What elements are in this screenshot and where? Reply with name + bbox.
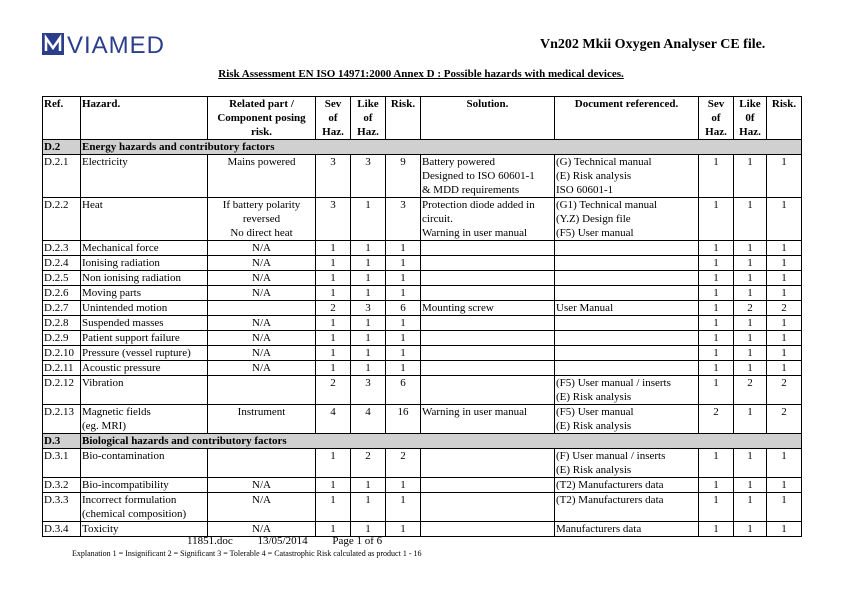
cell-hazard: Heat — [81, 198, 208, 241]
cell-risk: 1 — [386, 331, 421, 346]
table-row — [43, 522, 802, 537]
cell-residual-severity: 1 — [699, 331, 734, 346]
cell-document: (T2) Manufacturers data — [555, 478, 699, 493]
viamed-logo — [42, 32, 182, 56]
footer-explanation: Explanation 1 = Insignificant 2 = Significant 3 = Tolerable 4 = Catastrophic Risk calculated as product 1 - 16 — [72, 549, 422, 558]
cell-document: (G) Technical manual (E) Risk analysis ISO 60601-1 — [555, 155, 699, 198]
cell-risk: 6 — [386, 301, 421, 316]
table-row — [43, 376, 802, 405]
cell-related-part: Mains powered — [208, 155, 316, 198]
table-row — [43, 449, 802, 478]
cell-risk: 6 — [386, 376, 421, 405]
cell-hazard: Bio-incompatibility — [81, 478, 208, 493]
cell-risk: 1 — [386, 522, 421, 537]
cell-severity: 4 — [316, 405, 351, 434]
cell-hazard: Non ionising radiation — [81, 271, 208, 286]
footer-date: 13/05/2014 — [257, 535, 308, 547]
cell-solution — [421, 271, 555, 286]
cell-related-part: Instrument — [208, 405, 316, 434]
cell-severity: 1 — [316, 361, 351, 376]
cell-ref: D.3.2 — [43, 478, 81, 493]
cell-risk: 1 — [386, 478, 421, 493]
cell-ref: D.3.3 — [43, 493, 81, 522]
cell-document — [555, 331, 699, 346]
cell-risk: 1 — [386, 361, 421, 376]
table-row — [43, 271, 802, 286]
cell-ref: D.2.4 — [43, 256, 81, 271]
cell-document — [555, 286, 699, 301]
risk-assessment-table — [42, 96, 802, 537]
table-row — [43, 346, 802, 361]
cell-residual-risk: 1 — [767, 493, 802, 522]
cell-document: (F5) User manual (E) Risk analysis — [555, 405, 699, 434]
cell-residual-risk: 1 — [767, 256, 802, 271]
cell-ref: D.2.11 — [43, 361, 81, 376]
cell-ref: D.3.4 — [43, 522, 81, 537]
cell-severity: 2 — [316, 301, 351, 316]
cell-ref: D.3.1 — [43, 449, 81, 478]
cell-residual-likelihood: 1 — [734, 198, 767, 241]
cell-ref: D.2.5 — [43, 271, 81, 286]
cell-related-part: If battery polarity reversed No direct heat — [208, 198, 316, 241]
cell-residual-severity: 1 — [699, 241, 734, 256]
cell-solution — [421, 316, 555, 331]
cell-ref: D.2.12 — [43, 376, 81, 405]
cell-residual-risk: 1 — [767, 286, 802, 301]
table-row — [43, 155, 802, 198]
group-title: Biological hazards and contributory factors — [81, 434, 802, 449]
cell-related-part: N/A — [208, 478, 316, 493]
cell-residual-likelihood: 1 — [734, 271, 767, 286]
cell-ref: D.2.7 — [43, 301, 81, 316]
cell-residual-severity: 2 — [699, 405, 734, 434]
cell-related-part — [208, 301, 316, 316]
table-row — [43, 198, 802, 241]
cell-document — [555, 256, 699, 271]
cell-document — [555, 241, 699, 256]
cell-solution — [421, 376, 555, 405]
table-row — [43, 331, 802, 346]
cell-residual-likelihood: 1 — [734, 493, 767, 522]
cell-related-part: N/A — [208, 271, 316, 286]
cell-residual-likelihood: 1 — [734, 256, 767, 271]
cell-residual-risk: 1 — [767, 316, 802, 331]
cell-risk: 1 — [386, 241, 421, 256]
cell-hazard: Suspended masses — [81, 316, 208, 331]
cell-severity: 3 — [316, 155, 351, 198]
cell-residual-likelihood: 1 — [734, 449, 767, 478]
cell-hazard: Incorrect formulation (chemical composition) — [81, 493, 208, 522]
col-residual-likelihood: Like 0f Haz. — [734, 97, 767, 140]
cell-severity: 1 — [316, 241, 351, 256]
cell-ref: D.2.1 — [43, 155, 81, 198]
cell-residual-severity: 1 — [699, 256, 734, 271]
cell-solution — [421, 449, 555, 478]
table-row — [43, 361, 802, 376]
cell-hazard: Toxicity — [81, 522, 208, 537]
cell-residual-severity: 1 — [699, 286, 734, 301]
cell-related-part: N/A — [208, 331, 316, 346]
cell-severity: 1 — [316, 271, 351, 286]
cell-likelihood: 3 — [351, 376, 386, 405]
cell-residual-severity: 1 — [699, 316, 734, 331]
footer-filename: 11851.doc — [187, 535, 233, 547]
cell-residual-likelihood: 1 — [734, 155, 767, 198]
cell-residual-likelihood: 1 — [734, 241, 767, 256]
cell-hazard: Pressure (vessel rupture) — [81, 346, 208, 361]
cell-ref: D.2.9 — [43, 331, 81, 346]
cell-solution — [421, 256, 555, 271]
cell-likelihood: 1 — [351, 256, 386, 271]
col-document-referenced: Document referenced. — [555, 97, 699, 140]
cell-residual-risk: 1 — [767, 331, 802, 346]
cell-severity: 1 — [316, 478, 351, 493]
cell-severity: 1 — [316, 256, 351, 271]
cell-hazard: Acoustic pressure — [81, 361, 208, 376]
cell-ref: D.2.13 — [43, 405, 81, 434]
cell-risk: 1 — [386, 271, 421, 286]
cell-residual-severity: 1 — [699, 271, 734, 286]
col-likelihood: Like of Haz. — [351, 97, 386, 140]
cell-solution — [421, 361, 555, 376]
cell-related-part: N/A — [208, 241, 316, 256]
cell-residual-risk: 2 — [767, 376, 802, 405]
cell-ref: D.2.2 — [43, 198, 81, 241]
cell-solution — [421, 331, 555, 346]
cell-solution: Protection diode added in circuit. Warning in user manual — [421, 198, 555, 241]
cell-likelihood: 1 — [351, 286, 386, 301]
cell-residual-likelihood: 1 — [734, 478, 767, 493]
col-severity: Sev of Haz. — [316, 97, 351, 140]
cell-likelihood: 3 — [351, 155, 386, 198]
cell-hazard: Unintended motion — [81, 301, 208, 316]
cell-ref: D.2.3 — [43, 241, 81, 256]
col-ref: Ref. — [43, 97, 81, 140]
cell-document: (G1) Technical manual (Y.Z) Design file (F5) User manual — [555, 198, 699, 241]
cell-residual-likelihood: 1 — [734, 286, 767, 301]
cell-risk: 1 — [386, 493, 421, 522]
cell-likelihood: 1 — [351, 198, 386, 241]
cell-residual-risk: 1 — [767, 346, 802, 361]
cell-risk: 2 — [386, 449, 421, 478]
cell-document: User Manual — [555, 301, 699, 316]
cell-residual-severity: 1 — [699, 376, 734, 405]
col-solution: Solution. — [421, 97, 555, 140]
cell-severity: 2 — [316, 376, 351, 405]
cell-residual-severity: 1 — [699, 522, 734, 537]
cell-document: (T2) Manufacturers data — [555, 493, 699, 522]
cell-risk: 3 — [386, 198, 421, 241]
cell-solution: Warning in user manual — [421, 405, 555, 434]
cell-hazard: Mechanical force — [81, 241, 208, 256]
table-row — [43, 493, 802, 522]
cell-residual-likelihood: 2 — [734, 376, 767, 405]
cell-document: (F) User manual / inserts (E) Risk analysis — [555, 449, 699, 478]
table-row — [43, 286, 802, 301]
cell-solution — [421, 522, 555, 537]
cell-related-part: N/A — [208, 522, 316, 537]
cell-residual-likelihood: 1 — [734, 361, 767, 376]
cell-document — [555, 271, 699, 286]
cell-hazard: Moving parts — [81, 286, 208, 301]
footer-page: Page 1 of 6 — [332, 535, 383, 547]
cell-severity: 1 — [316, 286, 351, 301]
table-row — [43, 405, 802, 434]
cell-document — [555, 316, 699, 331]
cell-likelihood: 1 — [351, 316, 386, 331]
cell-residual-likelihood: 1 — [734, 522, 767, 537]
cell-risk: 1 — [386, 286, 421, 301]
table-caption: Risk Assessment EN ISO 14971:2000 Annex D : Possible hazards with medical devices. — [218, 68, 624, 80]
header-row — [43, 97, 802, 140]
cell-solution: Battery powered Designed to ISO 60601-1 & MDD requirements — [421, 155, 555, 198]
cell-risk: 1 — [386, 256, 421, 271]
footer-info — [187, 535, 404, 547]
cell-solution — [421, 346, 555, 361]
cell-residual-severity: 1 — [699, 346, 734, 361]
cell-residual-severity: 1 — [699, 361, 734, 376]
cell-severity: 1 — [316, 316, 351, 331]
cell-likelihood: 3 — [351, 301, 386, 316]
group-row — [43, 140, 802, 155]
cell-severity: 1 — [316, 331, 351, 346]
cell-residual-likelihood: 1 — [734, 316, 767, 331]
cell-related-part: N/A — [208, 316, 316, 331]
cell-likelihood: 2 — [351, 449, 386, 478]
cell-residual-severity: 1 — [699, 493, 734, 522]
logo-text: VIAMED — [67, 32, 166, 56]
cell-risk: 16 — [386, 405, 421, 434]
cell-document — [555, 346, 699, 361]
cell-residual-risk: 1 — [767, 198, 802, 241]
table-row — [43, 256, 802, 271]
cell-related-part: N/A — [208, 286, 316, 301]
col-residual-severity: Sev of Haz. — [699, 97, 734, 140]
cell-residual-severity: 1 — [699, 301, 734, 316]
table-row — [43, 478, 802, 493]
cell-residual-risk: 1 — [767, 522, 802, 537]
group-title: Energy hazards and contributory factors — [81, 140, 802, 155]
col-related-part: Related part / Component posing risk. — [208, 97, 316, 140]
cell-likelihood: 1 — [351, 241, 386, 256]
cell-residual-likelihood: 2 — [734, 301, 767, 316]
cell-hazard: Bio-contamination — [81, 449, 208, 478]
cell-solution — [421, 478, 555, 493]
cell-ref: D.2.8 — [43, 316, 81, 331]
cell-severity: 1 — [316, 522, 351, 537]
cell-document: Manufacturers data — [555, 522, 699, 537]
cell-ref: D.2.6 — [43, 286, 81, 301]
cell-residual-likelihood: 1 — [734, 405, 767, 434]
group-row — [43, 434, 802, 449]
cell-residual-severity: 1 — [699, 155, 734, 198]
cell-solution — [421, 286, 555, 301]
cell-residual-risk: 1 — [767, 361, 802, 376]
document-title: Vn202 Mkii Oxygen Analyser CE file. — [540, 37, 766, 52]
cell-risk: 9 — [386, 155, 421, 198]
cell-related-part — [208, 449, 316, 478]
cell-hazard: Ionising radiation — [81, 256, 208, 271]
cell-residual-risk: 2 — [767, 405, 802, 434]
cell-residual-severity: 1 — [699, 478, 734, 493]
cell-solution — [421, 241, 555, 256]
group-ref: D.2 — [43, 140, 81, 155]
cell-likelihood: 4 — [351, 405, 386, 434]
cell-residual-severity: 1 — [699, 449, 734, 478]
table-row — [43, 241, 802, 256]
cell-severity: 1 — [316, 493, 351, 522]
cell-document — [555, 361, 699, 376]
cell-likelihood: 1 — [351, 493, 386, 522]
cell-severity: 1 — [316, 449, 351, 478]
table-row — [43, 316, 802, 331]
cell-residual-severity: 1 — [699, 198, 734, 241]
cell-related-part: N/A — [208, 346, 316, 361]
cell-ref: D.2.10 — [43, 346, 81, 361]
table-row — [43, 301, 802, 316]
cell-document: (F5) User manual / inserts (E) Risk analysis — [555, 376, 699, 405]
cell-residual-risk: 1 — [767, 271, 802, 286]
cell-related-part — [208, 376, 316, 405]
cell-hazard: Electricity — [81, 155, 208, 198]
cell-likelihood: 1 — [351, 331, 386, 346]
cell-likelihood: 1 — [351, 361, 386, 376]
cell-residual-risk: 1 — [767, 241, 802, 256]
cell-severity: 1 — [316, 346, 351, 361]
cell-related-part: N/A — [208, 493, 316, 522]
cell-residual-likelihood: 1 — [734, 346, 767, 361]
cell-related-part: N/A — [208, 256, 316, 271]
cell-hazard: Magnetic fields (eg. MRI) — [81, 405, 208, 434]
cell-residual-likelihood: 1 — [734, 331, 767, 346]
cell-solution — [421, 493, 555, 522]
cell-likelihood: 1 — [351, 478, 386, 493]
cell-residual-risk: 1 — [767, 155, 802, 198]
cell-residual-risk: 1 — [767, 478, 802, 493]
group-ref: D.3 — [43, 434, 81, 449]
cell-likelihood: 1 — [351, 346, 386, 361]
col-residual-risk: Risk. — [767, 97, 802, 140]
col-risk: Risk. — [386, 97, 421, 140]
cell-hazard: Patient support failure — [81, 331, 208, 346]
cell-residual-risk: 1 — [767, 449, 802, 478]
cell-risk: 1 — [386, 316, 421, 331]
cell-risk: 1 — [386, 346, 421, 361]
cell-severity: 3 — [316, 198, 351, 241]
cell-related-part: N/A — [208, 361, 316, 376]
col-hazard: Hazard. — [81, 97, 208, 140]
cell-likelihood: 1 — [351, 522, 386, 537]
cell-hazard: Vibration — [81, 376, 208, 405]
cell-likelihood: 1 — [351, 271, 386, 286]
cell-residual-risk: 2 — [767, 301, 802, 316]
cell-solution: Mounting screw — [421, 301, 555, 316]
